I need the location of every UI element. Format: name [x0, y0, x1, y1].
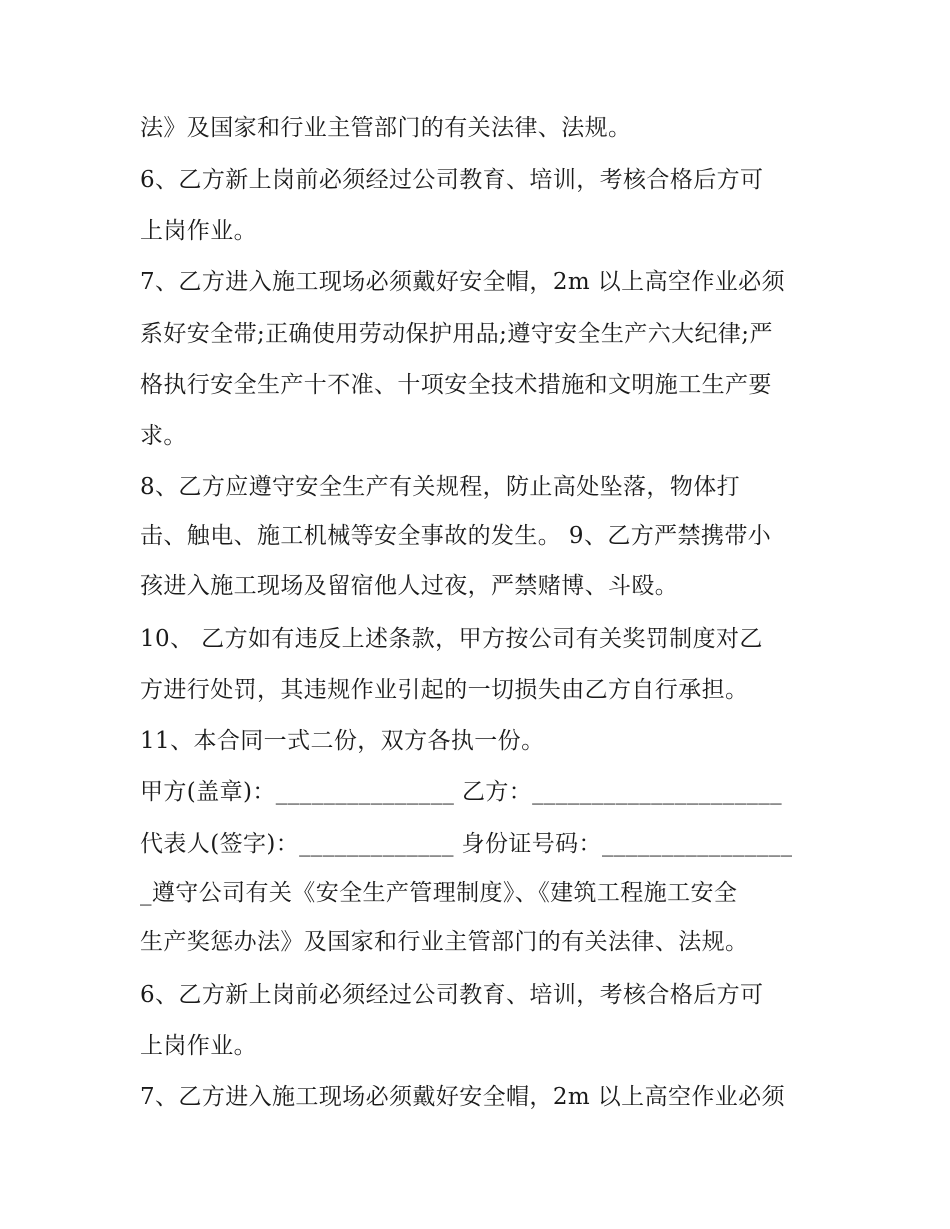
text-line: 生产奖惩办法》及国家和行业主管部门的有关法律、法规。	[140, 929, 749, 955]
text-line: 孩进入施工现场及留宿他人过夜，严禁赌博、斗殴。	[140, 573, 679, 599]
text-line: 击、触电、施工机械等安全事故的发生。 9、乙方严禁携带小	[140, 523, 772, 549]
text-line: 求。	[140, 423, 187, 449]
text-line: 7、乙方进入施工现场必须戴好安全帽，2m 以上高空作业必须	[140, 269, 785, 295]
text-line: 8、乙方应遵守安全生产有关规程，防止高处坠落，物体打	[140, 474, 741, 500]
text-line: 方进行处罚，其违规作业引起的一切损失由乙方自行承担。	[140, 677, 749, 703]
text-line: 6、乙方新上岗前必须经过公司教育、培训，考核合格后方可	[140, 167, 764, 193]
signature-line-representative: 代表人(签字)：_____________ 身份证号码：________________	[140, 831, 793, 857]
text-line: 11、本合同一式二份，双方各执一份。	[140, 728, 545, 754]
text-line: 上岗作业。	[140, 1033, 257, 1059]
text-line: 格执行安全生产十不准、十项安全技术措施和文明施工生产要	[140, 372, 772, 398]
text-line: 上岗作业。	[140, 218, 257, 244]
text-line: 法》及国家和行业主管部门的有关法律、法规。	[140, 115, 632, 141]
text-line: _遵守公司有关《安全生产管理制度》、《建筑工程施工安全	[140, 880, 738, 906]
signature-line-party-a: 甲方(盖章)：_______________ 乙方：_____________________	[140, 779, 783, 805]
text-line: 10、 乙方如有违反上述条款，甲方按公司有关奖罚制度对乙	[140, 626, 763, 652]
text-line: 6、乙方新上岗前必须经过公司教育、培训，考核合格后方可	[140, 982, 764, 1008]
text-line: 系好安全带;正确使用劳动保护用品;遵守安全生产六大纪律;严	[140, 321, 773, 347]
text-line: 7、乙方进入施工现场必须戴好安全帽，2m 以上高空作业必须	[140, 1084, 785, 1110]
